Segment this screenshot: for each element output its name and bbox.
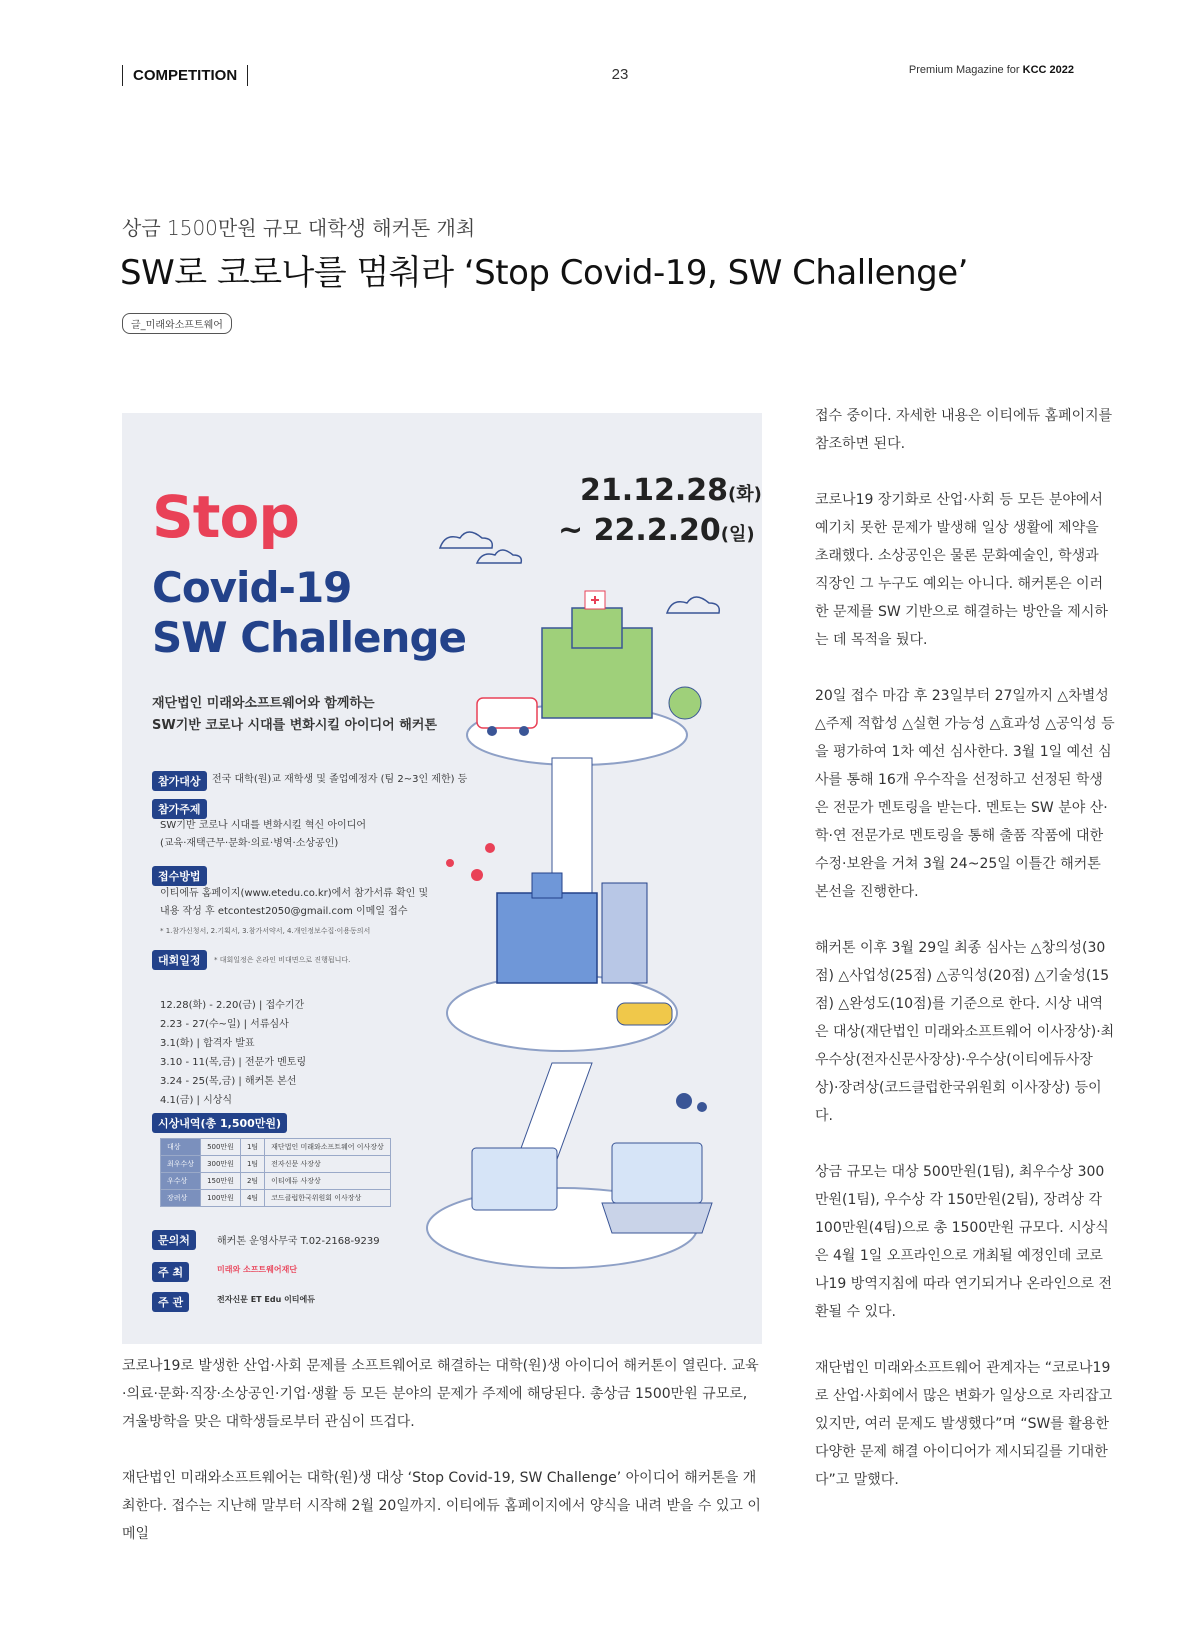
page-header [0,60,1200,96]
body-paragraph: 재단법인 미래와소프트웨어 관계자는 “코로나19로 산업·사회에서 많은 변화가 일상으로 자리잡고 있지만, 여러 문제도 발생했다”며 “SW를 활용한 다양한 문제 해결 아이디어가 제시되길를 기대한다”고 말했다. [815,1360,1113,1488]
host-label: 주 최 [152,1262,189,1282]
participants-text: 전국 대학(원)교 재학생 및 졸업예정자 (팀 2~3인 제한) 등 [212,774,468,785]
table-cell: 100만원 [201,1190,241,1207]
topic-label: 참가주제 [152,799,207,819]
method-line-1: 이티에듀 홈페이지(www.etedu.co.kr)에서 참가서류 확인 및 [160,888,429,899]
body-paragraph: 코로나19로 발생한 산업·사회 문제를 소프트웨어로 해결하는 대학(원)생 아이디어 해커톤이 열린다. 교육·의료·문화·직장·소상공인·기업·생활 등 모든 분야의 문제가 주제에 해당된다. 총상금 1500만원 규모로, 겨울방학을 맞은 대학생들로부터 관심이 뜨겁다. [122,1358,759,1430]
table-cell: 최우수상 [161,1156,201,1173]
topic-line-2: (교육·재택근무·문화·의료·병역·소상공인) [160,838,339,849]
byline: 글_미래와소프트웨어 [122,313,232,334]
body-paragraph: 상금 규모는 대상 500만원(1팀), 최우수상 300만원(1팀), 우수상 각 150만원(2팀), 장려상 각 100만원(4팀)으로 총 1500만원 규모다. 시상식은 4월 1일 오프라인으로 개최될 예정인데 코로나19 방역지침에 따라 연기되거나 온라인으로 전환될 수 있다. [815,1164,1113,1320]
body-paragraph: 재단법인 미래와소프트웨어는 대학(원)생 대상 ‘Stop Covid-19, SW Challenge’ 아이디어 해커톤을 개최한다. 접수는 지난해 말부터 시작해 2월 20일까지. 이티에듀 홈페이지에서 양식을 내려 받을 수 있고 이메일 [122,1470,761,1542]
gear-icon [676,1093,707,1112]
poster-intro [152,693,437,737]
tree [669,687,701,719]
table-row [161,1156,391,1173]
table-cell: 대상 [161,1139,201,1156]
organizer-text: 전자신문 ET Edu 이티에듀 [217,1295,315,1304]
schedule-list [160,996,306,1110]
body-paragraph: 코로나19 장기화로 산업·사회 등 모든 분야에서 예기치 못한 문제가 발생해 일상 생활에 제약을 초래했다. 소상공인은 물론 문화예술인, 학생과 직장인 그 누구도 예외는 아니다. 해커톤은 이러한 문제를 SW 기반으로 해결하는 방안을 제시하는 데 목적을 뒀다. [815,492,1108,648]
prize-table [160,1138,391,1207]
table-cell: 150만원 [201,1173,241,1190]
intro-line-1: 재단법인 미래와소프트웨어와 함께하는 [152,696,375,711]
date-end: ~ 22.2.20 [558,513,721,548]
event-poster [122,413,762,1344]
schedule-note: * 대회일정은 온라인 비대면으로 진행됩니다. [214,956,351,964]
table-cell: 500만원 [201,1139,241,1156]
participants-label: 참가대상 [152,771,207,791]
poster-date-start [580,473,762,508]
schedule-item: 3.1(화) | 합격자 발표 [160,1038,255,1049]
article-subtitle: 상금 1500만원 규모 대학생 해커톤 개최 [122,216,476,240]
table-row [161,1139,391,1156]
table-row [161,1173,391,1190]
topic-line-1: SW기반 코로나 시대를 변화시킬 혁신 아이디어 [160,820,367,831]
schedule-item: 12.28(화) - 2.20(금) | 접수기간 [160,1000,305,1011]
body-paragraph: 20일 접수 마감 후 23일부터 27일까지 △차별성 △주제 적합성 △실현 가능성 △효과성 △공익성 등을 평가하여 1차 예선 심사한다. 3월 1일 예선 심사를 통해 16개 우수작을 선정하고 선정된 학생은 전문가 멘토링을 받는다. 멘토는 SW 분야 산·학·연 전문가로 멘토링을 통해 출품 작품에 대한 수정·보완을 거쳐 3월 24~25일 이틀간 해커톤 본선을 진행한다. [815,688,1115,900]
table-cell: 코드클럽한국위원회 이사장상 [265,1190,391,1207]
body-paragraph: 접수 중이다. 자세한 내용은 이티에듀 홈페이지를 참조하면 된다. [815,408,1113,452]
poster-covid: Covid-19 [152,563,352,612]
magazine-name [909,64,1074,76]
table-cell: 전자신문 사장상 [265,1156,391,1173]
method-line-2: 내용 작성 후 etcontest2050@gmail.com 이메일 접수 [160,906,408,917]
table-cell: 이티에듀 사장상 [265,1173,391,1190]
intro-line-2: SW기반 코로나 시대를 변화시킬 아이디어 해커톤 [152,718,437,733]
table-cell: 1팀 [240,1156,264,1173]
page-number: 23 [611,66,629,83]
poster-date-end [558,513,755,548]
table-cell: 우수상 [161,1173,201,1190]
laptop-device [612,1143,702,1203]
date-start: 21.12.28 [580,473,729,508]
method-text [160,885,428,921]
method-label: 접수방법 [152,866,207,886]
schedule-item: 2.23 - 27(수~일) | 서류심사 [160,1019,289,1030]
contact-label: 문의처 [152,1230,196,1250]
host-text: 미래와 소프트웨어재단 [217,1265,298,1274]
date-end-day: (일) [720,524,755,545]
method-note: * 1.참가신청서, 2.기획서, 3.참가서약서, 4.개인정보수집·이용동의서 [160,927,371,935]
table-cell: 300만원 [201,1156,241,1173]
school-building [497,893,597,983]
schedule-item: 4.1(금) | 시상식 [160,1095,233,1106]
schedule-item: 3.24 - 25(목,금) | 해커톤 본선 [160,1076,297,1087]
section-label: COMPETITION [122,65,248,86]
table-row [161,1190,391,1207]
prize-label: 시상내역(총 1,500만원) [152,1113,287,1133]
article-title: SW로 코로나를 멈춰라 ‘Stop Covid-19, SW Challenge’ [120,253,968,293]
virus-icon [446,843,495,881]
tablet-device [472,1148,557,1210]
magazine-title: KCC 2022 [1022,64,1074,76]
body-paragraph: 해커톤 이후 3월 29일 최종 심사는 △창의성(30점) △사업성(25점) △공익성(20점) △기술성(15점) △완성도(10점)를 기준으로 한다. 시상 내역은 대상(재단법인 미래와소프트웨어 이사장상)·최우수상(전자신문사장상)·우수상(이티에듀사장상)·장려상(코드클럽한국위원회 이사장상) 등이다. [815,940,1115,1124]
taxi-car [617,1003,672,1025]
organizer-label: 주 관 [152,1292,189,1312]
right-column [815,402,1115,1522]
left-column [122,1352,762,1576]
poster-stop: Stop [152,483,299,551]
table-cell: 2팀 [240,1173,264,1190]
table-cell: 장려상 [161,1190,201,1207]
poster-sw-challenge: SW Challenge [152,613,466,662]
date-start-day: (화) [728,484,762,505]
table-cell: 4팀 [240,1190,264,1207]
schedule-label: 대회일정 [152,950,207,970]
contact-text: 해커톤 운영사무국 T.02-2168-9239 [217,1236,380,1247]
ambulance [477,698,537,728]
schedule-item: 3.10 - 11(목,금) | 전문가 멘토링 [160,1057,307,1068]
topic-text [160,817,366,853]
table-cell: 1팀 [240,1139,264,1156]
table-cell: 재단법인 미래와소프트웨어 이사장상 [265,1139,391,1156]
magazine-prefix: Premium Magazine for [908,64,1023,76]
